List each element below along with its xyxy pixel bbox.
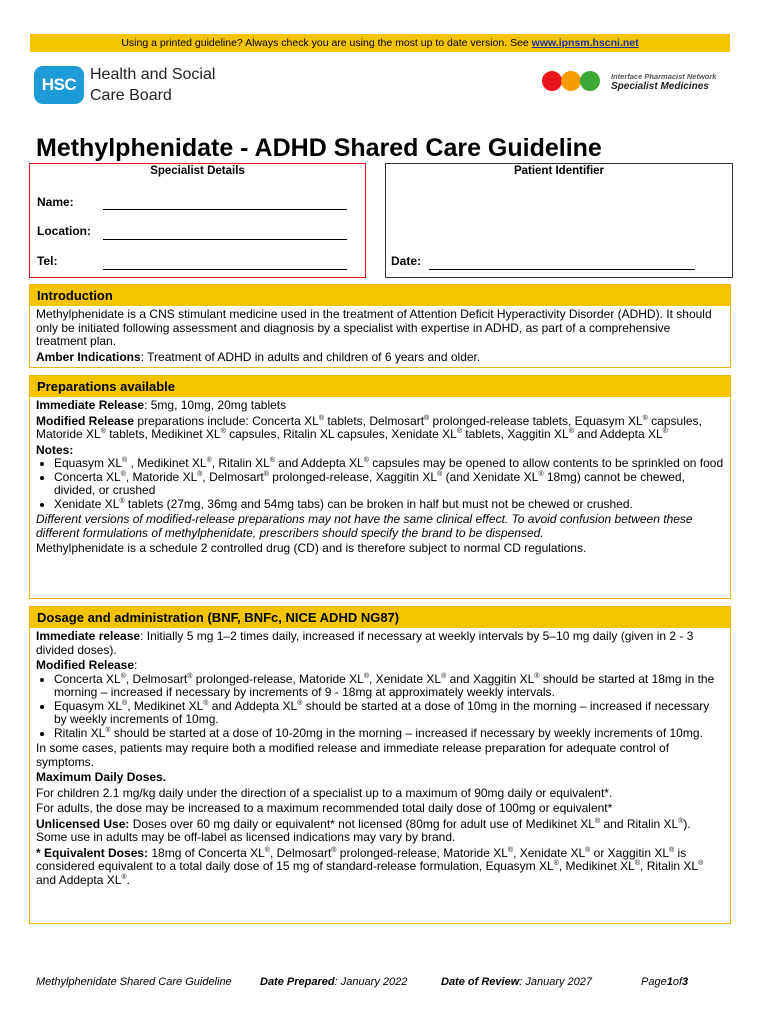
modified-release-line: [36, 415, 724, 442]
brand-note: Different versions of modified-release preparations may not have the same clinical effect. To avoid confusion between these different formulations of methylphenidate, prescribers should specify the brand to be dispensed.: [36, 512, 693, 540]
introduction-heading: Introduction: [30, 285, 730, 306]
footer-doc-title: Methylphenidate Shared Care Guideline: [36, 976, 232, 988]
name-label: Name:: [37, 195, 74, 209]
specialist-medicines-name: Specialist Medicines: [611, 81, 709, 92]
amber-indications: [36, 351, 724, 365]
location-label: Location:: [37, 224, 91, 238]
cd-text: Methylphenidate is a schedule 2 controlled drug (CD) and is therefore subject to normal CD regulations.: [36, 541, 587, 555]
introduction-text: Methylphenidate is a CNS stimulant medicine used in the treatment of Attention Deficit Hyperactivity Disorder (ADHD). It should only be initiated following assessment and diagnosis by a specialist with expertise in ADHD, as part of a comprehensive treatment plan.: [36, 307, 712, 348]
children-dose-text: For children 2.1 mg/kg daily under the direction of a specialist up to a maximum of 90mg daily or equivalent*.: [36, 785, 613, 800]
prepared-label: Date Prepared: [260, 976, 335, 988]
equivalent-label: * Equivalent Doses:: [36, 845, 149, 860]
list-item: • Concerta XL®, Matoride XL®, Delmosart® prolonged-release, Xaggitin XL® (and Xenidate XL® 18mg) cannot be chewed, divided, or crushed: [54, 471, 724, 498]
green-dot-icon: [580, 71, 600, 91]
notes-label: Notes:: [36, 442, 74, 457]
tel-label: Tel:: [37, 254, 58, 268]
unlicensed-use: [36, 818, 724, 845]
dosage-mr-line: [36, 659, 724, 673]
ipn-name: Interface Pharmacist Network: [611, 72, 717, 81]
footer-prepared: [260, 976, 441, 988]
both-preparations-text: In some cases, patients may require both a modified release and immediate release preparation for adequate control of symptoms.: [36, 741, 670, 769]
list-item: • Ritalin XL® should be started at a dose of 10-20mg in the morning – increased if necessary by weekly increments of 10mg.: [54, 727, 724, 741]
location-field[interactable]: [103, 239, 347, 240]
notes-list: [36, 457, 724, 511]
dosage-heading: Dosage and administration (BNF, BNFc, NICE ADHD NG87): [30, 607, 730, 628]
page-number: [641, 976, 688, 988]
dosage-ir-text: : Initially 5 mg 1–2 times daily, increased if necessary at weekly intervals by 5–10 mg daily (given in 2 - 3 divided doses).: [36, 629, 694, 657]
hsc-name-line1: Health and Social: [90, 66, 216, 83]
page-of: of: [672, 976, 683, 988]
list-item: • Concerta XL®, Delmosart® prolonged-release, Matoride XL®, Xenidate XL® and Xaggitin XL® should be started at 18mg in the morning – increased if necessary by increments of 9 - 18mg at approximately weekly intervals.: [54, 673, 724, 700]
footer-review: [441, 976, 641, 988]
page-title: Methylphenidate - ADHD Shared Care Guideline: [36, 134, 602, 162]
unlicensed-text: Doses over 60 mg daily or equivalent* not licensed (80mg for adult use of Medikinet XL® and Ritalin XL®). Some use in adults may be off-label as licensed indications may vary by brand.: [36, 816, 691, 844]
red-dot-icon: [542, 71, 562, 91]
specialist-details-box: [29, 163, 366, 278]
tel-field[interactable]: [103, 269, 347, 270]
ir-label: Immediate Release: [36, 398, 145, 412]
page-total: 3: [682, 976, 689, 988]
version-banner-text: Using a printed guideline? Always check you are using the most up to date version. See: [121, 37, 532, 49]
date-field[interactable]: [429, 269, 695, 270]
version-banner: [30, 34, 730, 52]
list-item: • Equasym XL® , Medikinet XL®, Ritalin XL® and Addepta XL® capsules may be opened to allow contents to be sprinkled on food: [54, 457, 724, 471]
hsc-board-name: [90, 64, 215, 106]
review-label: Date of Review: [441, 976, 520, 988]
dosage-mr-label: Modified Release: [36, 658, 135, 672]
hsc-name-line2: Care Board: [90, 87, 172, 104]
page-footer: [36, 976, 688, 988]
prepared-value: : January 2022: [334, 976, 408, 988]
ir-text: : 5mg, 10mg, 20mg tablets: [144, 398, 287, 412]
preparations-heading: Preparations available: [30, 376, 730, 397]
mr-text: preparations include: Concerta XL® tablets, Delmosart® prolonged-release tablets, Equasym XL® capsules, Matoride XL® tablets, Medikinet XL® capsules, Ritalin XL capsules, Xenidate XL® tablets, Xaggitin XL® and Addepta XL®: [36, 413, 702, 441]
patient-identifier-box: [385, 163, 733, 278]
patient-identifier-heading: Patient Identifier: [513, 165, 605, 177]
adults-dose-text: For adults, the dose may be increased to a maximum recommended total daily dose of 100mg or equivalent*: [36, 801, 613, 815]
equivalent-text: 18mg of Concerta XL®, Delmosart® prolonged-release, Matoride XL®, Xenidate XL® or Xaggitin XL® is considered equivalent to a total daily dose of 15 mg of standard-release formulation, Equasym XL®, Medikinet XL®, Ritalin XL® and Addepta XL®.: [36, 845, 704, 887]
unlicensed-label: Unlicensed Use:: [36, 816, 130, 831]
dosage-mr-list: [36, 673, 724, 741]
name-field[interactable]: [103, 209, 347, 210]
max-doses-label: Maximum Daily Doses.: [36, 770, 167, 784]
page-prefix: Page: [641, 976, 667, 988]
website-link[interactable]: www.ipnsm.hscni.net: [531, 37, 639, 49]
page-current: 1: [666, 976, 673, 988]
review-value: : January 2027: [519, 976, 593, 988]
introduction-section: [29, 284, 731, 368]
specialist-details-heading: Specialist Details: [150, 165, 245, 177]
hsc-logo: HSC: [34, 66, 84, 104]
traffic-light-dots-logo: [542, 71, 599, 96]
immediate-release-line: [36, 399, 724, 413]
list-item: • Xenidate XL® tablets (27mg, 36mg and 54mg tabs) can be broken in half but must not be chewed or crushed.: [54, 498, 724, 512]
equivalent-doses: [36, 847, 724, 888]
mr-label: Modified Release: [36, 413, 135, 428]
date-label: Date:: [391, 254, 422, 268]
dosage-ir-line: [36, 630, 724, 657]
preparations-section: [29, 375, 731, 599]
amber-label: Amber Indications: [36, 349, 141, 364]
dosage-ir-label: Immediate release: [36, 629, 141, 643]
dosage-section: [29, 606, 731, 924]
amber-text: : Treatment of ADHD in adults and children of 6 years and older.: [140, 349, 481, 364]
dosage-mr-colon: :: [134, 658, 138, 672]
amber-dot-icon: [561, 71, 581, 91]
list-item: • Equasym XL®, Medikinet XL® and Addepta XL® should be started at a dose of 10mg in the morning – increased if necessary by weekly increments of 10mg.: [54, 700, 724, 727]
